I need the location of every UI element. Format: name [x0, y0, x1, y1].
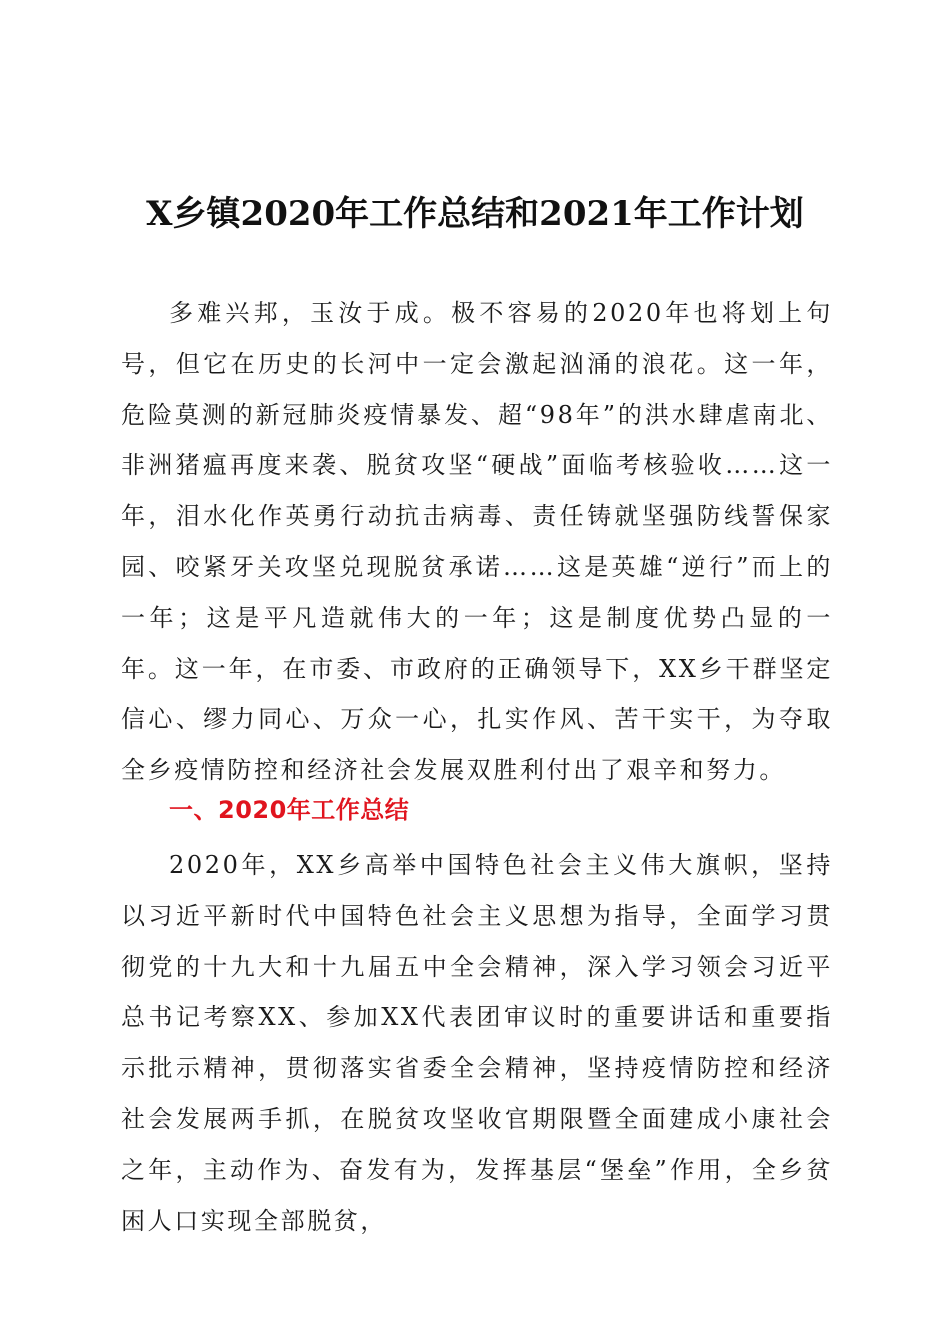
document-title: X乡镇2020年工作总结和2021年工作计划: [146, 194, 804, 234]
section-heading-work-summary: 一、2020年工作总结: [169, 796, 410, 824]
intro-paragraph: 多难兴邦，玉汝于成。极不容易的2020年也将划上句号，但它在历史的长河中一定会激起汹涌的浪花。这一年，危险莫测的新冠肺炎疫情暴发、超“98年”的洪水肆虐南北、非洲猪瘟再度来袭、脱贫攻坚“硬战”面临考核验收……这一年，泪水化作英勇行动抗击病毒、责任铸就坚强防线誓保家园、咬紧牙关攻坚兑现脱贫承诺……这是英雄“逆行”而上的一年；这是平凡造就伟大的一年；这是制度优势凸显的一年。这一年，在市委、市政府的正确领导下，XX乡干群坚定信心、缪力同心、万众一心，扎实作风、苦干实干，为夺取全乡疫情防控和经济社会发展双胜利付出了艰辛和努力。: [121, 299, 833, 785]
section-paragraph-work-summary: 2020年，XX乡高举中国特色社会主义伟大旗帜，坚持以习近平新时代中国特色社会主义思想为指导，全面学习贯彻党的十九大和十九届五中全会精神，深入学习领会习近平总书记考察XX、参加XX代表团审议时的重要讲话和重要指示批示精神，贯彻落实省委全会精神，坚持疫情防控和经济社会发展两手抓，在脱贫攻坚收官期限暨全面建成小康社会之年，主动作为、奋发有为，发挥基层“堡垒”作用，全乡贫困人口实现全部脱贫，: [121, 851, 833, 1235]
